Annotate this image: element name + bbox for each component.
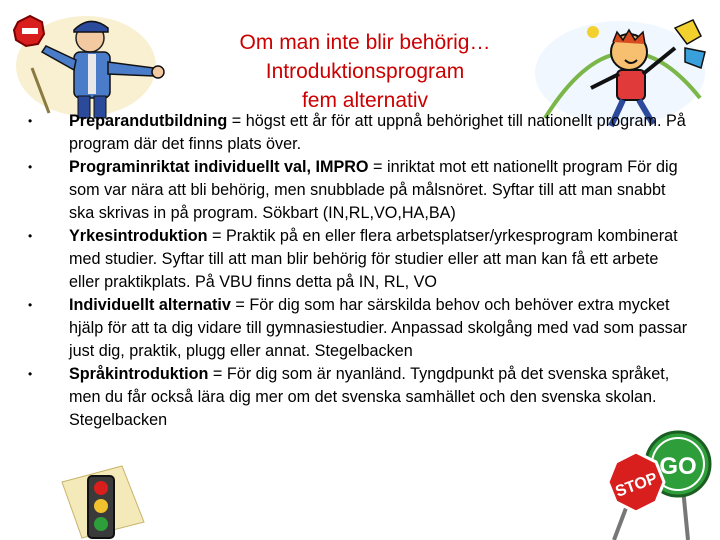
alternative-description: = högst ett år för att uppnå behörighet till nationellt program. På program där det finns plats över.: [69, 112, 686, 153]
title-line-2: Introduktionsprogram: [265, 60, 465, 83]
slide-title: [190, 28, 540, 115]
list-item: [28, 156, 688, 225]
alternative-term: Språkintroduktion: [69, 365, 209, 383]
alternative-term: Preparandutbildning: [69, 112, 228, 130]
alternative-term: Yrkesintroduktion: [69, 227, 208, 245]
alternative-description: = För dig som är nyanländ. Tyngdpunkt på det svenska språket, men du får också lära dig mer om det svenska samhället och den svenska skolan. Stegelbacken: [69, 365, 670, 429]
traffic-light-clipart: [52, 462, 152, 540]
bullet-marker: •: [28, 367, 33, 381]
stop-go-signs-clipart: [600, 428, 715, 540]
bullet-marker: •: [28, 160, 33, 174]
list-item: [28, 110, 688, 156]
title-line-1: Om man inte blir behörig…: [239, 31, 491, 54]
alternative-term: Programinriktat individuellt val, IMPRO: [69, 158, 369, 176]
alternative-description: = Praktik på en eller flera arbetsplatser/yrkesprogram kombinerat med studier. Syftar till att man blir behörig för studier eller att man kan få ett arbete eller praktikplats. På VBU finns detta på IN, RL, VO: [69, 227, 678, 291]
bullet-marker: •: [28, 229, 33, 243]
list-item: [28, 363, 688, 432]
alternative-term: Individuellt alternativ: [69, 296, 231, 314]
alternative-description: = inriktat mot ett nationellt program För dig som var nära att bli behörig, men snubblade på målsnöret. Syftar till att man snabbt ska skrivas in på program. Sökbart (IN,RL,VO,HA,BA): [69, 158, 678, 222]
list-item: [28, 225, 688, 294]
crossing-guard-clipart: [4, 8, 169, 123]
go-sign-text: GO: [659, 453, 697, 480]
list-item: [28, 294, 688, 363]
alternative-description: = För dig som har särskilda behov och behöver extra mycket hjälp för att ta dig vidare till gymnasiestudier. Anpassad skolgång med vad som passar just dig, praktik, plugg eller annat. Stegelbacken: [69, 296, 688, 360]
bullet-marker: •: [28, 114, 33, 128]
stop-sign-text: STOP: [613, 470, 660, 501]
bullet-marker: •: [28, 298, 33, 312]
title-line-3: fem alternativ: [301, 89, 429, 112]
alternatives-list: [28, 110, 688, 432]
